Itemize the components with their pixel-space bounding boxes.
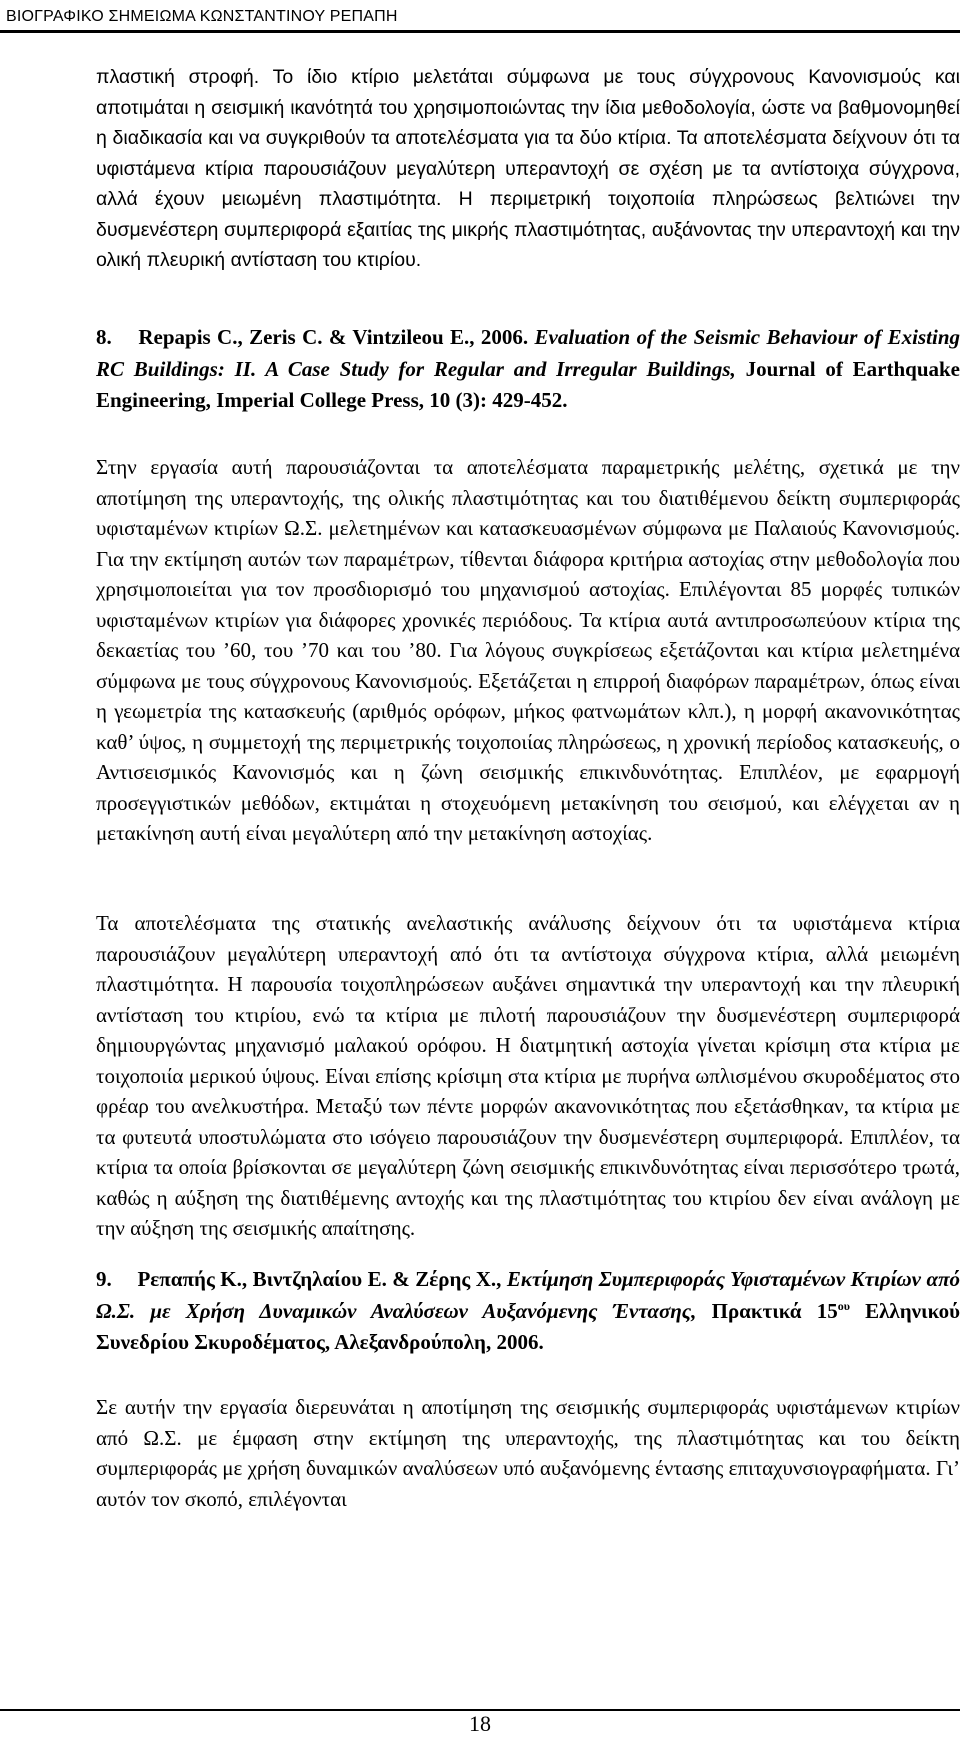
paragraph-8b: Τα αποτελέσματα της στατικής ανελαστικής ανάλυσης δείχνουν ότι τα υφιστάμενα κτίρια παρουσιάζουν μεγαλύτερη υπεραντοχή από ότι τα αντίστοιχα σύγχρονα κτίρια, αλλά μειωμένη πλαστιμότητα. Η παρουσία τοιχοπληρώσεων αυξάνει σημαντικά την υπεραντοχή και την πλευρική αντίσταση του κτιρίου, ενώ τα κτίρια με πιλοτή παρουσιάζουν την δυσμενέστερη συμπεριφορά δημιουργώντας μηχανισμό μαλακού ορόφου. Η διατμητική αστοχία γίνεται κρίσιμη στα κτίρια με τοιχοποιία μερικού ύψους. Είναι επίσης κρίσιμη στα κτίρια με πυρήνα ωπλισμένου σκυροδέματος στο φρέαρ του ανελκυστήρα. Μεταξύ των πέντε μορφών ακανονικότητας που εξετάσθηκαν, τα κτίρια με τα φυτευτά υποστυλώματα στο ισόγειο παρουσιάζουν την δυσμενέστερη συμπεριφορά. Επιπλέον, τα κτίρια τα οποία βρίσκονται σε μεγαλύτερη ζώνη σεισμικής επικινδυνότητας είναι περισσότερο τρωτά, καθώς η αύξηση της διατιθέμενης αντοχής και της πλαστιμότητας του κτιρίου δεν είναι ανάλογη με την αύξηση της σεισμικής απαίτησης.: [96, 911, 960, 1240]
page-number: 18: [469, 1711, 491, 1736]
reference-9-venue-pre: Πρακτικά 15: [711, 1298, 838, 1323]
reference-8-number: 8.: [96, 325, 112, 349]
header-title: ΒΙΟΓΡΑΦΙΚΟ ΣΗΜΕΙΩΜΑ ΚΩΝΣΤΑΝΤΙΝΟΥ ΡΕΠΑΠΗ: [6, 8, 398, 25]
reference-9-number: 9.: [96, 1267, 112, 1291]
paragraph-9a: Σε αυτήν την εργασία διερευνάται η αποτίμηση της σεισμικής συμπεριφοράς υφιστάμενων κτιρίων από Ω.Σ. με έμφαση στην εκτίμηση της υπεραντοχής, της πλαστιμότητας και του δείκτη συμπεριφοράς με χρήση δυναμικών αναλύσεων υπό αυξανόμενης έντασης επιταχυνσιογραφήματα. Γι’ αυτόν τον σκοπό, επιλέγονται: [96, 1395, 960, 1511]
paragraph-8a: Στην εργασία αυτή παρουσιάζονται τα αποτελέσματα παραμετρικής μελέτης, σχετικά με την αποτίμηση της υπεραντοχής, της ολικής πλαστιμότητας και του διατιθέμενου δείκτη συμπεριφοράς υφισταμένων κτιρίων Ω.Σ. μελετημένων και κατασκευασμένων σύμφωνα με Παλαιούς Κανονισμούς. Για την εκτίμηση αυτών των παραμέτρων, τίθενται διάφορα κριτήρια αστοχίας στην μεθοδολογία που χρησιμοποιείται για τον προσδιορισμό του μηχανισμού αστοχίας. Επιλέγονται 85 μορφές τυπικών υφισταμένων κτιρίων για διάφορες χρονικές περιόδους. Τα κτίρια αυτά αντιπροσωπεύουν κτίρια της δεκαετίας του ’60, του ’70 και του ’80. Για λόγους συγκρίσεως εξετάζονται και κτίρια μελετημένα σύμφωνα με τους σύγχρονους Κανονισμούς. Εξετάζεται η επιρροή διαφόρων παραμέτρων, όπως είναι η γεωμετρία της κατασκευής (αριθμός ορόφων, μήκος φατνωμάτων κλπ.), η μορφή ακανονικότητας καθ’ ύψος, η συμμετοχή της περιμετρικής τοιχοποιίας πληρώσεως, η χρονική περίοδος κατασκευής, ο Αντισεισμικός Κανονισμός και η ζώνη σεισμικής επικινδυνότητας. Επιπλέον, με εφαρμογή προσεγγιστικών μεθόδων, εκτιμάται η στοχευόμενη μετακίνηση του σεισμού, και ελέγχεται αν η μετακίνηση αυτή είναι μεγαλύτερη από την μετακίνηση αστοχίας.: [96, 455, 960, 845]
reference-9-venue-sup: ου: [837, 1298, 850, 1313]
reference-9-title: Εκτίμηση Συμπεριφοράς Υφισταμένων Κτιρίων από Ω.Σ. με Χρήση Δυναμικών Αναλύσεων Αυξανόμενης Έντασης,: [96, 1267, 960, 1323]
reference-8-title: Evaluation of the Seismic Behaviour of Existing RC Buildings: II. A Case Study for Regular and Irregular Buildings,: [96, 325, 960, 381]
reference-8-venue: Journal of Earthquake Engineering, Imperial College Press, 10 (3): 429-452.: [96, 356, 960, 412]
reference-9-venue-post: Ελληνικού Συνεδρίου Σκυροδέματος, Αλεξανδρούπολη, 2006.: [96, 1298, 960, 1354]
reference-9-authors: Ρεπαπής Κ., Βιντζηλαίου Ε. & Ζέρης Χ.,: [137, 1267, 502, 1291]
reference-8-authors: Repapis C., Zeris C. & Vintzileou E., 2006.: [138, 325, 529, 349]
header-rule: [0, 30, 960, 33]
intro-paragraph: πλαστική στροφή. Το ίδιο κτίριο μελετάται σύμφωνα με τους σύγχρονους Κανονισμούς και αποτιμάται η σεισμική ικανότητά του χρησιμοποιώντας την ίδια μεθοδολογία, ώστε να βαθμονομηθεί η διαδικασία και να συγκριθούν τα αποτελέσματα για τα δύο κτίρια. Τα αποτελέσματα δείχνουν ότι τα υφιστάμενα κτίρια παρουσιάζουν μεγαλύτερη υπεραντοχή σε σχέση με τα αντίστοιχα σύγχρονα, αλλά έχουν μειωμένη πλαστιμότητα. Η περιμετρική τοιχοποιία πληρώσεως βελτιώνει την δυσμενέστερη συμπεριφορά εξαιτίας της μικρής πλαστιμότητας, αυξάνοντας την υπεραντοχή και την ολική πλευρική αντίσταση του κτιρίου.: [96, 66, 960, 271]
running-header: [0, 0, 960, 34]
reference-8: [96, 322, 960, 417]
reference-9: [96, 1264, 960, 1359]
